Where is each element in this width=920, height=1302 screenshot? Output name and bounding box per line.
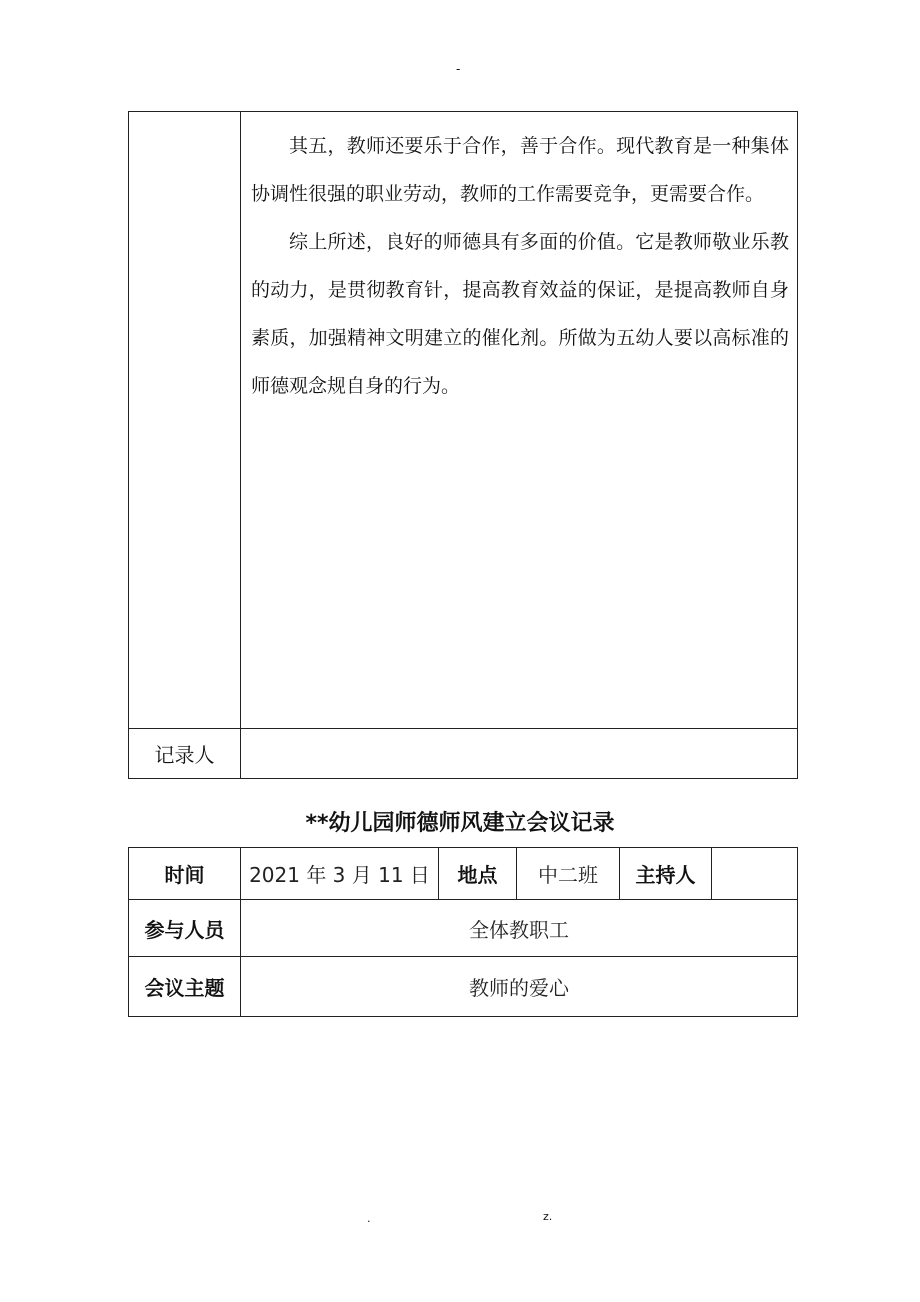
recorder-value (241, 729, 798, 779)
footer-right-mark: z. (543, 1210, 553, 1223)
paragraph-summary: 综上所述，良好的师德具有多面的价值。它是教师敬业乐教的动力，是贯彻教育针，提高教育效益的保证，是提高教师自身素质，加强精神文明建立的催化剂。所做为五幼人要以高标准的师德观念规自身的行为。 (251, 231, 789, 397)
host-label: 主持人 (620, 848, 712, 900)
left-empty-cell (129, 112, 241, 729)
header-mark: - (456, 62, 461, 76)
topic-value: 教师的爱心 (241, 957, 798, 1017)
recorder-label: 记录人 (129, 729, 241, 779)
place-label: 地点 (439, 848, 517, 900)
time-value: 2021 年 3 月 11 日 (241, 848, 439, 900)
time-label: 时间 (129, 848, 241, 900)
footer-left-mark: . (367, 1212, 371, 1225)
topic-label: 会议主题 (129, 957, 241, 1017)
paragraph-cooperation: 其五，教师还要乐于合作，善于合作。现代教育是一种集体协调性很强的职业劳动，教师的工作需要竞争，更需要合作。 (251, 135, 789, 205)
place-value: 中二班 (517, 848, 620, 900)
meeting-info-table (128, 847, 798, 1017)
record-content-cell (241, 112, 798, 729)
record-continuation-table (128, 111, 798, 779)
meeting-title: **幼儿园师德师风建立会议记录 (305, 811, 615, 836)
host-value (712, 848, 798, 900)
participants-value: 全体教职工 (241, 900, 798, 957)
participants-label: 参与人员 (129, 900, 241, 957)
